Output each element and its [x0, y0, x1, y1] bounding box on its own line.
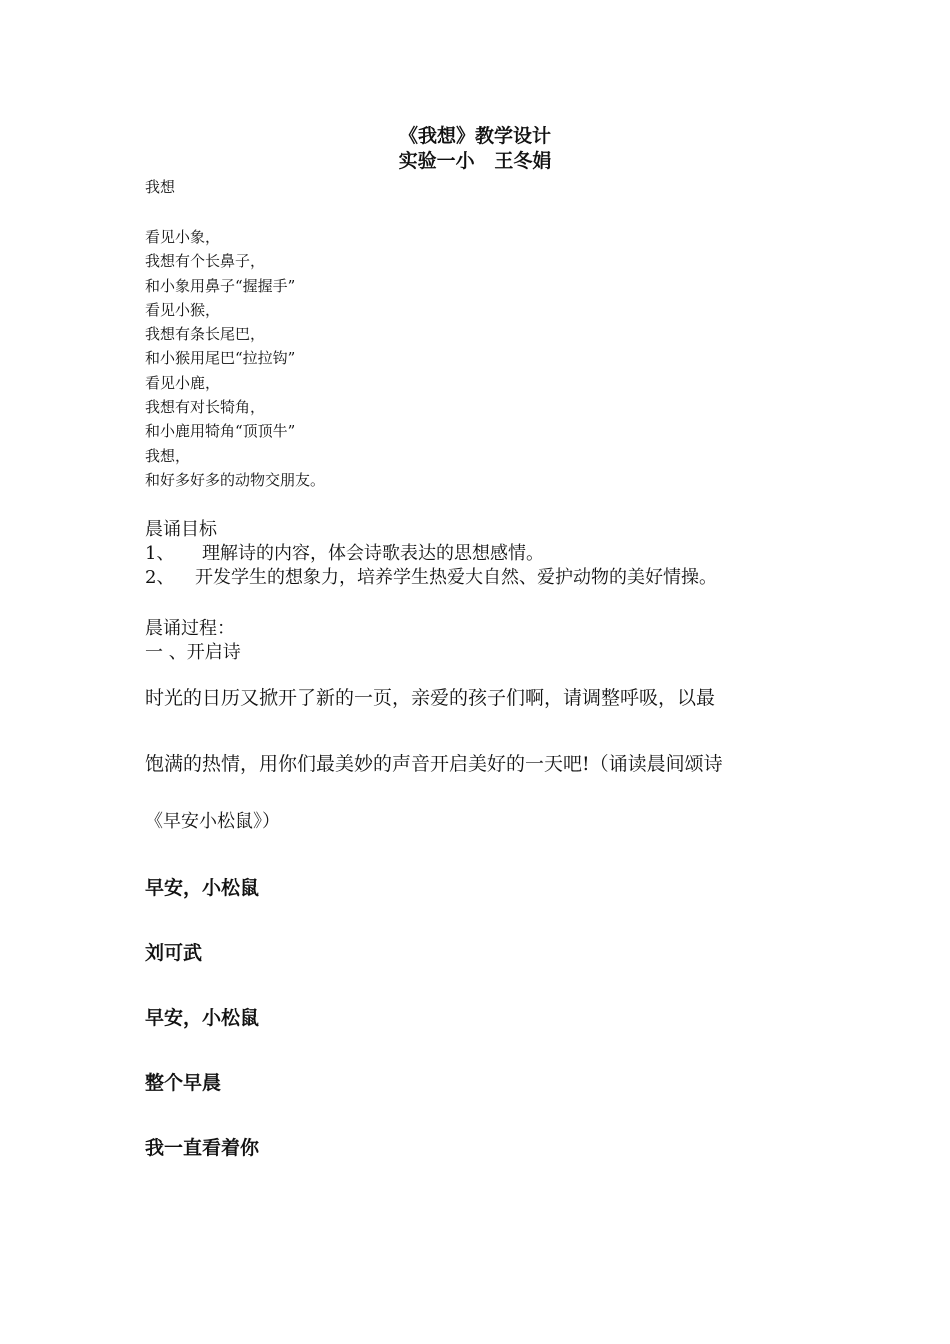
- poem-line: 看见小鹿，: [145, 373, 221, 392]
- poem-line: 和小象用鼻子“握握手”: [145, 276, 296, 295]
- goal-item: [145, 542, 865, 566]
- goal-number: 2、: [145, 567, 175, 589]
- poem-title: 我想: [145, 178, 176, 196]
- title-block: [0, 124, 950, 174]
- paragraph-line: 时光的日历又掀开了新的一页，亲爱的孩子们啊，请调整呼吸，以最: [145, 687, 716, 710]
- goal-text: 理解诗的内容，体会诗歌表达的思想感情。: [202, 543, 544, 565]
- paragraph-line: 饱满的热情，用你们最美妙的声音开启美好的一天吧!（诵读晨间颂诗: [145, 753, 723, 776]
- document-body: [145, 176, 865, 1160]
- poem-line: 和小鹿用犄角“顶顶牛”: [145, 422, 296, 441]
- step-heading: 一 、开启诗: [145, 642, 241, 664]
- recited-poem-line: 早安，小松鼠: [145, 877, 260, 900]
- poem-line: 和好多好多的动物交朋友。: [145, 470, 326, 489]
- poem-line: 我想，: [145, 446, 191, 465]
- recited-poem-author: 刘可武: [145, 942, 203, 965]
- document-author: 实验一小 王冬娟: [398, 150, 552, 172]
- poem-line: 我想有对长犄角，: [145, 398, 266, 417]
- goal-item: [145, 566, 865, 590]
- goal-number: 1、: [145, 543, 175, 565]
- document-title: 《我想》教学设计: [398, 125, 551, 147]
- poem-line: 看见小象，: [145, 228, 221, 246]
- recited-poem-line: 我一直看着你: [145, 1137, 260, 1160]
- goal-text: 开发学生的想象力，培养学生热爱大自然、爱护动物的美好情操。: [195, 567, 717, 589]
- poem-body: [145, 225, 865, 492]
- goals-heading: 晨诵目标: [145, 519, 217, 541]
- process-heading: 晨诵过程：: [145, 618, 235, 640]
- poem-line: 看见小猴，: [145, 300, 221, 319]
- recited-poem-line: 整个早晨: [145, 1072, 222, 1095]
- poem-line: 和小猴用尾巴“拉拉钩”: [145, 349, 296, 368]
- recited-poem-line: 早安，小松鼠: [145, 1007, 260, 1030]
- poem-line: 我想有条长尾巴，: [145, 325, 266, 344]
- paragraph-line: 《早安小松鼠》）: [145, 811, 280, 833]
- poem-line: 我想有个长鼻子，: [145, 252, 266, 271]
